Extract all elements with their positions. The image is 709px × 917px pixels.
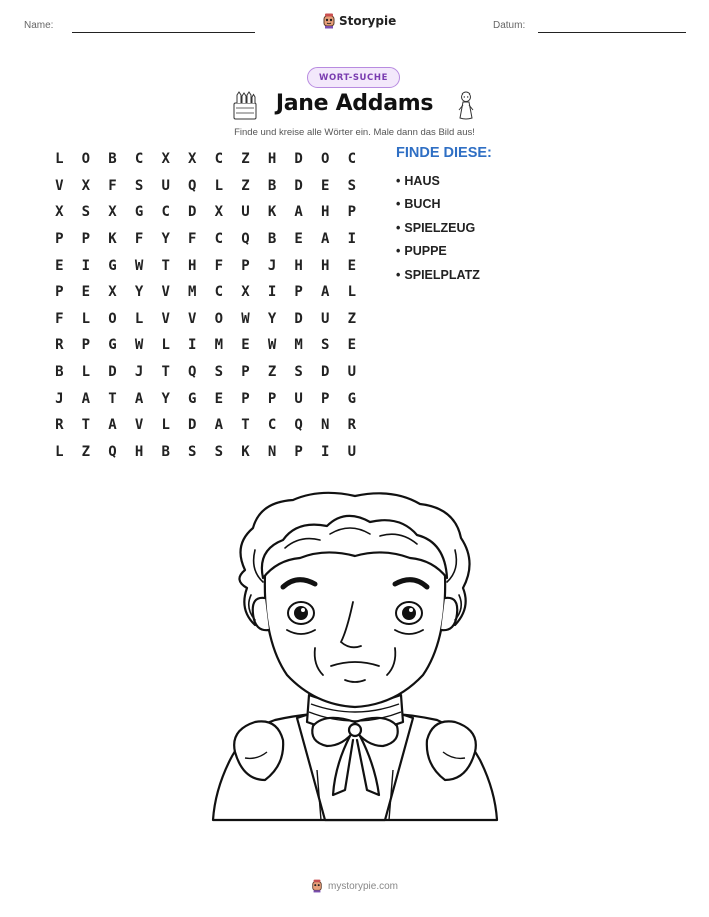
grid-cell[interactable]: G	[134, 204, 144, 221]
doll-figure-icon	[456, 91, 476, 121]
grid-cell[interactable]: K	[267, 204, 277, 221]
grid-cell[interactable]: Q	[241, 231, 250, 248]
grid-cell[interactable]: O	[81, 151, 91, 168]
grid-cell[interactable]: P	[55, 231, 64, 248]
grid-cell[interactable]: J	[134, 364, 144, 381]
grid-cell[interactable]: Z	[241, 151, 250, 168]
grid-cell[interactable]: O	[321, 151, 330, 168]
grid-cell[interactable]: L	[81, 364, 91, 381]
grid-cell[interactable]: Q	[188, 177, 197, 194]
grid-cell[interactable]: G	[188, 390, 197, 407]
grid-cell[interactable]: N	[267, 443, 277, 460]
grid-cell[interactable]: B	[108, 151, 117, 168]
word-label: SPIELZEUG	[404, 220, 476, 235]
grid-cell[interactable]: X	[81, 177, 91, 194]
grid-cell[interactable]: P	[241, 390, 250, 407]
letter-grid	[46, 146, 365, 465]
grid-cell[interactable]: W	[241, 310, 250, 327]
grid-cell[interactable]: P	[294, 284, 303, 301]
grid-cell[interactable]: Z	[267, 364, 277, 381]
bullet: •	[396, 220, 401, 235]
grid-cell[interactable]: D	[294, 177, 303, 194]
wort-suche-badge: WORT-SUCHE	[307, 67, 400, 88]
grid-cell[interactable]: P	[81, 231, 91, 248]
date-line[interactable]	[538, 32, 686, 33]
grid-cell[interactable]: W	[267, 337, 277, 354]
brand-name: Storypie	[339, 14, 397, 28]
grid-cell[interactable]: D	[294, 151, 303, 168]
grid-cell[interactable]: C	[214, 151, 224, 168]
bullet: •	[396, 197, 401, 212]
grid-cell[interactable]: H	[134, 443, 144, 460]
name-line[interactable]	[72, 32, 255, 33]
grid-cell[interactable]: A	[108, 417, 117, 434]
grid-cell[interactable]: I	[267, 284, 277, 301]
word-list-item	[396, 171, 480, 194]
grid-cell[interactable]: C	[347, 151, 357, 168]
bullet: •	[396, 174, 401, 188]
grid-cell[interactable]: F	[55, 310, 64, 327]
grid-cell[interactable]: V	[161, 310, 170, 327]
grid-cell[interactable]: E	[294, 231, 303, 248]
grid-cell[interactable]: L	[161, 337, 170, 354]
grid-cell[interactable]: Z	[241, 177, 250, 194]
grid-cell[interactable]: S	[347, 177, 357, 194]
grid-cell[interactable]: Z	[81, 443, 91, 460]
grid-cell[interactable]: P	[241, 364, 250, 381]
grid-cell[interactable]: D	[108, 364, 117, 381]
grid-cell[interactable]: K	[241, 443, 250, 460]
grid-cell[interactable]: Y	[161, 231, 170, 248]
grid-cell[interactable]: I	[81, 257, 91, 274]
grid-cell[interactable]: C	[161, 204, 170, 221]
grid-cell[interactable]: L	[134, 310, 144, 327]
word-label: PUPPE	[404, 244, 447, 259]
grid-cell[interactable]: M	[214, 337, 224, 354]
footer	[0, 879, 709, 893]
grid-cell[interactable]: H	[321, 257, 330, 274]
grid-cell[interactable]: B	[55, 364, 64, 381]
word-list-item	[396, 194, 480, 217]
grid-cell[interactable]: F	[134, 231, 144, 248]
grid-cell[interactable]: G	[347, 390, 357, 407]
grid-cell[interactable]: V	[161, 284, 170, 301]
grid-cell[interactable]: H	[294, 257, 303, 274]
grid-cell[interactable]: V	[55, 177, 64, 194]
word-list-title: FINDE DIESE:	[396, 145, 492, 161]
grid-cell[interactable]: E	[214, 390, 224, 407]
bullet: •	[396, 244, 401, 259]
word-list	[396, 171, 480, 288]
word-list-item	[396, 241, 480, 264]
grid-cell[interactable]: I	[321, 443, 330, 460]
grid-cell[interactable]: P	[267, 390, 277, 407]
grid-cell[interactable]: X	[161, 151, 170, 168]
grid-cell[interactable]: E	[81, 284, 91, 301]
grid-cell[interactable]: U	[241, 204, 250, 221]
grid-cell[interactable]: L	[81, 310, 91, 327]
grid-cell[interactable]: I	[347, 231, 357, 248]
grid-cell[interactable]: H	[321, 204, 330, 221]
grid-cell[interactable]: E	[55, 257, 64, 274]
grid-cell[interactable]: H	[267, 151, 277, 168]
grid-cell[interactable]: U	[321, 310, 330, 327]
grid-cell[interactable]: I	[188, 337, 197, 354]
grid-cell[interactable]: L	[55, 443, 64, 460]
grid-cell[interactable]: R	[347, 417, 357, 434]
grid-cell[interactable]: V	[134, 417, 144, 434]
grid-cell[interactable]: L	[214, 177, 224, 194]
grid-cell[interactable]: A	[81, 390, 91, 407]
grid-cell[interactable]: U	[347, 443, 357, 460]
grid-cell[interactable]: E	[321, 177, 330, 194]
word-list-item	[396, 218, 480, 241]
grid-cell[interactable]: P	[241, 257, 250, 274]
grid-cell[interactable]: T	[108, 390, 117, 407]
page-title: Jane Addams	[275, 91, 434, 116]
grid-cell[interactable]: N	[321, 417, 330, 434]
grid-cell[interactable]: P	[347, 204, 357, 221]
date-label: Datum:	[493, 20, 526, 31]
grid-cell[interactable]: E	[347, 337, 357, 354]
grid-cell[interactable]: Z	[347, 310, 357, 327]
grid-cell[interactable]: Y	[134, 284, 144, 301]
grid-cell[interactable]: E	[347, 257, 357, 274]
grid-cell[interactable]: M	[188, 284, 197, 301]
storypie-mascot-icon	[311, 879, 323, 893]
grid-cell[interactable]: Q	[294, 417, 303, 434]
storypie-logo	[322, 13, 396, 29]
grid-cell[interactable]: T	[161, 257, 170, 274]
grid-cell[interactable]: M	[294, 337, 303, 354]
grid-cell[interactable]: P	[294, 443, 303, 460]
grid-cell[interactable]: T	[241, 417, 250, 434]
name-label: Name:	[24, 20, 54, 31]
grid-cell[interactable]: Q	[188, 364, 197, 381]
grid-cell[interactable]: S	[134, 177, 144, 194]
grid-cell[interactable]: A	[321, 284, 330, 301]
grid-cell[interactable]: A	[321, 231, 330, 248]
grid-cell[interactable]: J	[267, 257, 277, 274]
grid-cell[interactable]: T	[161, 364, 170, 381]
grid-cell[interactable]: X	[214, 204, 224, 221]
grid-cell[interactable]: C	[214, 284, 224, 301]
footer-site[interactable]: mystorypie.com	[327, 880, 398, 892]
grid-cell[interactable]: G	[108, 337, 117, 354]
grid-cell[interactable]: U	[294, 390, 303, 407]
grid-cell[interactable]: D	[188, 204, 197, 221]
grid-cell[interactable]: F	[214, 257, 224, 274]
grid-cell[interactable]: L	[55, 151, 64, 168]
grid-cell[interactable]: F	[108, 177, 117, 194]
grid-cell[interactable]: W	[134, 337, 144, 354]
grid-cell[interactable]: D	[294, 310, 303, 327]
grid-cell[interactable]: C	[214, 231, 224, 248]
grid-cell[interactable]: R	[55, 337, 64, 354]
word-label: SPIELPLATZ	[404, 267, 480, 282]
grid-cell[interactable]: T	[81, 417, 91, 434]
grid-cell[interactable]: E	[241, 337, 250, 354]
grid-cell[interactable]: Y	[161, 390, 170, 407]
instructions: Finde und kreise alle Wörter ein. Male dann das Bild aus!	[234, 127, 475, 138]
grid-cell[interactable]: S	[81, 204, 91, 221]
grid-cell[interactable]: G	[108, 257, 117, 274]
grid-cell[interactable]: D	[188, 417, 197, 434]
grid-cell[interactable]: A	[134, 390, 144, 407]
grid-cell[interactable]: V	[188, 310, 197, 327]
grid-cell[interactable]: B	[161, 443, 170, 460]
grid-cell[interactable]: A	[294, 204, 303, 221]
grid-cell[interactable]: Q	[108, 443, 117, 460]
grid-cell[interactable]: B	[267, 177, 277, 194]
jane-addams-portrait	[205, 490, 505, 840]
grid-cell[interactable]: U	[347, 364, 357, 381]
grid-cell[interactable]: O	[214, 310, 224, 327]
grid-cell[interactable]: A	[214, 417, 224, 434]
grid-cell[interactable]: H	[188, 257, 197, 274]
grid-cell[interactable]: D	[321, 364, 330, 381]
grid-cell[interactable]: S	[214, 364, 224, 381]
grid-cell[interactable]: X	[108, 284, 117, 301]
grid-cell[interactable]: S	[188, 443, 197, 460]
grid-cell[interactable]: P	[55, 284, 64, 301]
grid-cell[interactable]: S	[321, 337, 330, 354]
grid-cell[interactable]: W	[134, 257, 144, 274]
grid-cell[interactable]: X	[241, 284, 250, 301]
word-list-item	[396, 265, 480, 288]
grid-cell[interactable]: P	[321, 390, 330, 407]
grid-cell[interactable]: C	[134, 151, 144, 168]
bullet: •	[396, 267, 401, 282]
grid-cell[interactable]: C	[267, 417, 277, 434]
grid-cell[interactable]: F	[188, 231, 197, 248]
grid-cell[interactable]: O	[108, 310, 117, 327]
grid-cell[interactable]: Y	[267, 310, 277, 327]
grid-cell[interactable]: K	[108, 231, 117, 248]
storypie-mascot-icon	[322, 13, 336, 29]
word-label: BUCH	[404, 197, 441, 212]
grid-cell[interactable]: U	[161, 177, 170, 194]
grid-cell[interactable]: S	[214, 443, 224, 460]
grid-cell[interactable]: X	[108, 204, 117, 221]
grid-cell[interactable]: X	[55, 204, 64, 221]
grid-cell[interactable]: B	[267, 231, 277, 248]
grid-cell[interactable]: P	[81, 337, 91, 354]
grid-cell[interactable]: X	[188, 151, 197, 168]
word-label: HAUS	[404, 174, 440, 188]
grid-cell[interactable]: J	[55, 390, 64, 407]
grid-cell[interactable]: L	[347, 284, 357, 301]
grid-cell[interactable]: S	[294, 364, 303, 381]
grid-cell[interactable]: R	[55, 417, 64, 434]
grid-cell[interactable]: L	[161, 417, 170, 434]
